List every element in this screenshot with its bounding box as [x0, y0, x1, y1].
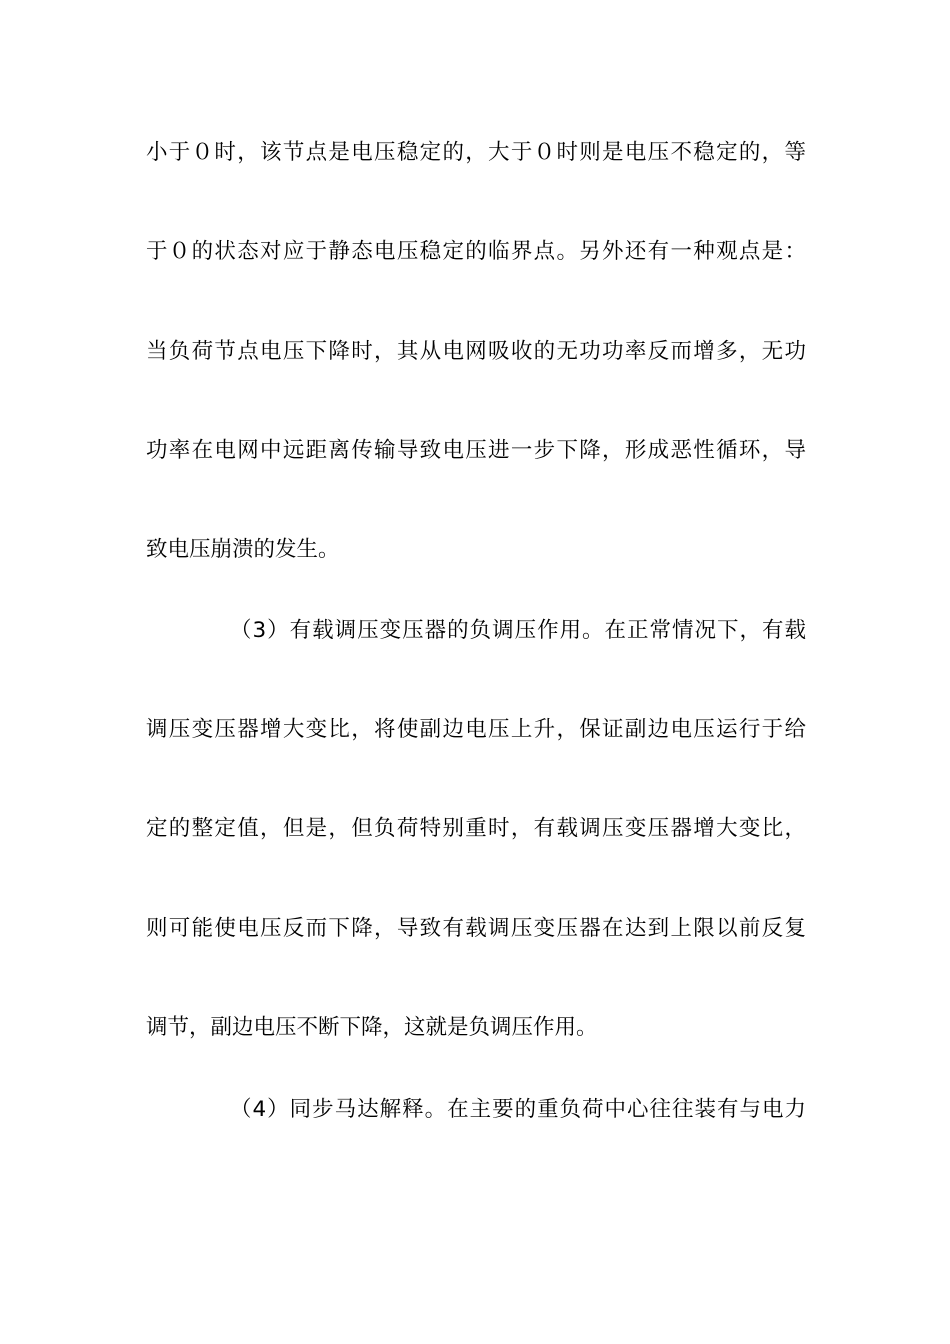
- paragraph-1-line-2: 于０的状态对应于静态电压稳定的临界点。另外还有一种观点是：: [146, 239, 806, 264]
- paragraph-2-line-4: 则可能使电压反而下降，导致有载调压变压器在达到上限以前反复: [146, 916, 806, 941]
- paragraph-2-line-3: 定的整定值，但是，但负荷特别重时，有载调压变压器增大变比，: [146, 816, 806, 841]
- paragraph-3-line-1: （4）同步马达解释。在主要的重负荷中心往往装有与电力: [230, 1097, 806, 1122]
- paragraph-2-line-5: 调节，副边电压不断下降，这就是负调压作用。: [146, 1015, 598, 1040]
- paragraph-1-line-5: 致电压崩溃的发生。: [146, 537, 340, 562]
- paragraph-2-line-1: （3）有载调压变压器的负调压作用。在正常情况下，有载: [230, 618, 806, 643]
- paragraph-1-line-4: 功率在电网中远距离传输导致电压进一步下降，形成恶性循环，导: [146, 438, 806, 463]
- paragraph-1-line-1: 小于０时，该节点是电压稳定的，大于０时则是电压不稳定的，等: [146, 140, 806, 165]
- paragraph-1-line-3: 当负荷节点电压下降时，其从电网吸收的无功功率反而增多，无功: [146, 339, 806, 364]
- paragraph-2-line-2: 调压变压器增大变比，将使副边电压上升，保证副边电压运行于给: [146, 717, 806, 742]
